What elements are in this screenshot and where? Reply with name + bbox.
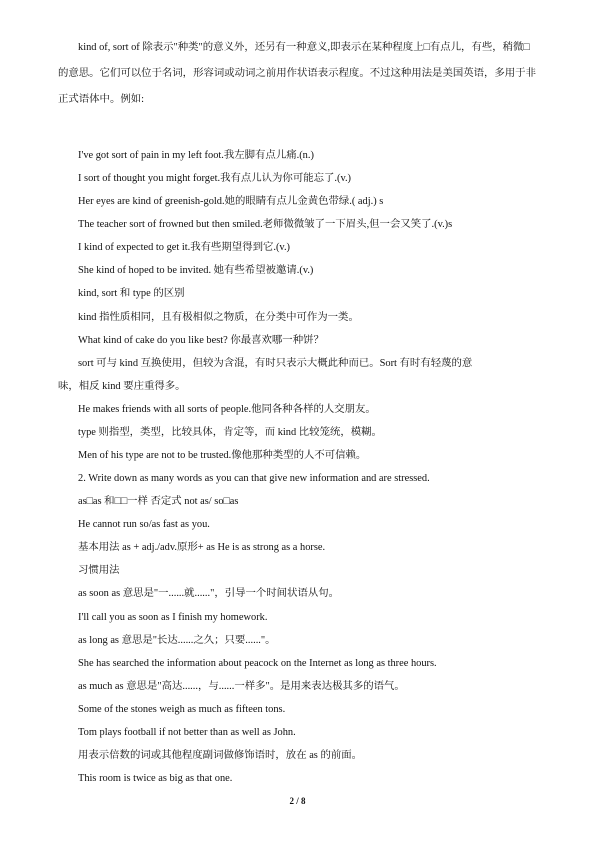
text-line: She has searched the information about peacock on the Internet as long as three hours. <box>78 657 437 669</box>
text-line: Her eyes are kind of greenish-gold.她的眼睛有点儿金黄色带绿.( adj.) s <box>78 196 384 208</box>
text-line: as soon as 意思是"一......就......"，引导一个时间状语从句。 <box>78 588 340 600</box>
text-line: 基本用法 as + adj./adv.原形+ as He is as strong as a horse. <box>78 542 326 554</box>
text-line: as long as 意思是"长达......之久；只要......"。 <box>78 634 276 646</box>
text-line: 味，相反 kind 要庄重得多。 <box>58 380 186 392</box>
page-number: 2 / 8 <box>289 796 306 806</box>
text-line: 用表示倍数的词或其他程度副词做修饰语时，放在 as 的前面。 <box>78 749 363 761</box>
text-line: type 则指型，类型，比较具体，肯定等，而 kind 比较笼统，模糊。 <box>78 426 382 438</box>
text-line: sort 可与 kind 互换使用，但较为含混，有时只表示大概此种而已。Sort 有时有轻蔑的意 <box>78 357 473 369</box>
text-line: Some of the stones weigh as much as fifteen tons. <box>78 703 286 715</box>
text-line: I've got sort of pain in my left foot.我左脚有点儿痛.(n.) <box>78 150 314 161</box>
text-line: He makes friends with all sorts of people.他同各种各样的人交朋友。 <box>78 403 376 415</box>
text-line: Men of his type are not to be trusted.像他那种类型的人不可信赖。 <box>78 450 367 461</box>
text-line: 习惯用法 <box>78 565 120 577</box>
intro-paragraph: kind of, sort of 除表示"种类"的意义外，还另有一种意义,即表示在某种程度上□有点儿，有些，稍微□的意思。它们可以位于名词，形容词或动词之前用作状语表示程度。不过这种用法是美国英语，多用于非正式语体中。例如: <box>58 42 536 105</box>
text-line: What kind of cake do you like best? 你最喜欢哪一种饼？ <box>78 334 324 346</box>
text-line: I'll call you as soon as I finish my homework. <box>78 611 268 623</box>
text-line: as much as 意思是"高达......，与......一样多"。是用来表达极其多的语气。 <box>78 680 405 692</box>
text-line: as□as 和□□一样 否定式 not as/ so□as <box>78 496 239 508</box>
text-line: kind, sort 和 type 的区别 <box>78 288 185 300</box>
text-line: 2. Write down as many words as you can that give new information and are stressed. <box>78 473 430 484</box>
text-line: This room is twice as big as that one. <box>78 773 233 784</box>
text-line: I kind of expected to get it.我有些期望得到它.(v.) <box>78 242 291 254</box>
text-line: The teacher sort of frowned but then smiled.老师微微皱了一下眉头,但一会又笑了.(v.)s <box>78 219 453 231</box>
text-line: She kind of hoped to be invited. 她有些希望被邀请.(v.) <box>78 265 314 277</box>
text-line: He cannot run so/as fast as you. <box>78 519 210 531</box>
text-line: Tom plays football if not better than as well as John. <box>78 726 296 738</box>
text-line: I sort of thought you might forget.我有点儿认为你可能忘了.(v.) <box>78 173 352 185</box>
text-line: kind 指性质相同，且有极相似之物质，在分类中可作为一类。 <box>78 311 359 323</box>
